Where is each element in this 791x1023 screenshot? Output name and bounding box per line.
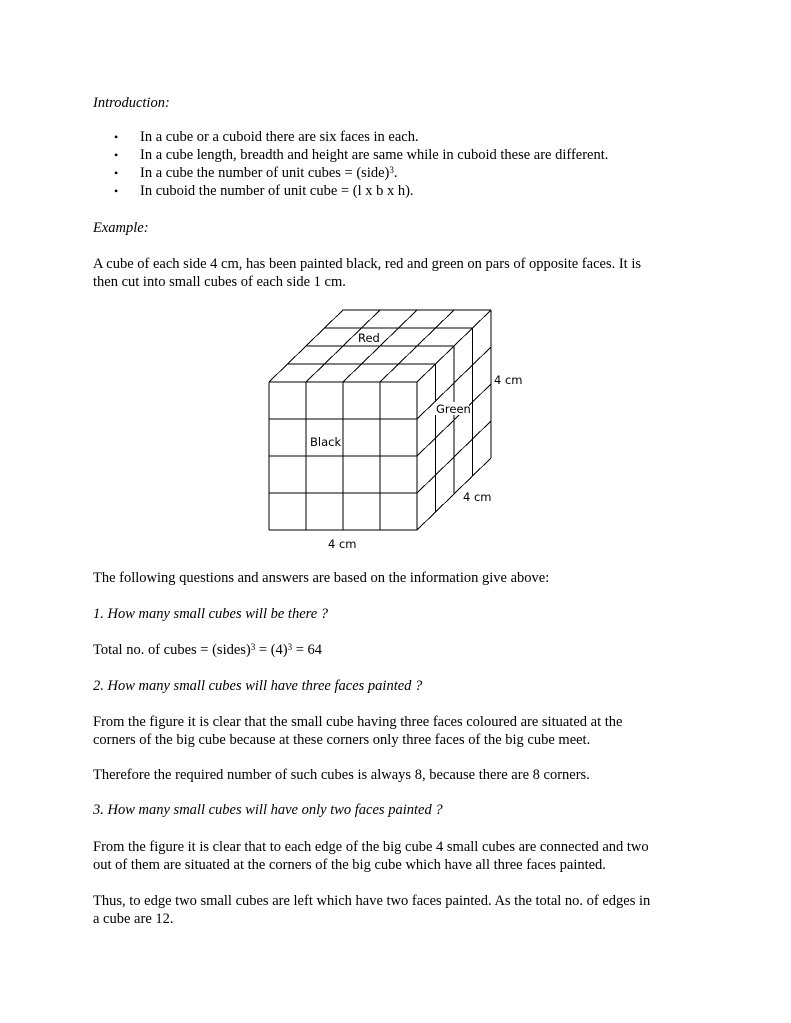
cube-figure xyxy=(264,305,534,555)
answer-2b: Therefore the required number of such cubes is always 8, because there are 8 corners. xyxy=(93,767,590,783)
answer-2-line: corners of the big cube because at these corners only three faces of the big cube meet. xyxy=(93,732,591,748)
list-item xyxy=(93,182,608,200)
bullet-text: In a cube length, breadth and height are same while in cuboid these are different. xyxy=(140,147,609,163)
width-dimension-label: 4 cm xyxy=(328,537,357,551)
superscript: 3 xyxy=(389,165,394,175)
answer-3b-line: Thus, to edge two small cubes are left which have two faces painted. As the total no. of edges in xyxy=(93,893,651,909)
answer-1-text: = (4) xyxy=(255,642,288,658)
bullet-text: In a cube or a cuboid there are six faces in each. xyxy=(140,129,419,145)
answer-3b-line: a cube are 12. xyxy=(93,911,174,927)
superscript: 3 xyxy=(287,642,293,652)
question-2: 2. How many small cubes will have three faces painted ? xyxy=(93,678,423,694)
example-heading: Example: xyxy=(93,220,149,236)
bullet-icon: • xyxy=(114,184,119,198)
bullet-text: In cuboid the number of unit cube = (l x b x h). xyxy=(140,183,414,199)
list-item xyxy=(93,128,608,146)
bullet-icon: • xyxy=(114,130,119,144)
qa-lead: The following questions and answers are based on the information give above: xyxy=(93,570,550,586)
answer-1 xyxy=(93,641,322,659)
green-face-label: Green xyxy=(436,402,471,416)
question-3: 3. How many small cubes will have only two faces painted ? xyxy=(93,802,443,818)
depth-dimension-label: 4 cm xyxy=(463,490,492,504)
bullet-text: In a cube the number of unit cubes = (side) xyxy=(140,165,390,181)
example-paragraph-line: then cut into small cubes of each side 1 cm. xyxy=(93,274,346,290)
introduction-heading: Introduction: xyxy=(93,95,170,111)
answer-1-text: Total no. of cubes = (sides) xyxy=(93,642,251,658)
answer-3-line: out of them are situated at the corners of the big cube which have all three faces painted. xyxy=(93,857,606,873)
question-1: 1. How many small cubes will be there ? xyxy=(93,606,329,622)
answer-1-text: = 64 xyxy=(292,642,323,658)
black-face-label: Black xyxy=(310,435,342,449)
red-face-label: Red xyxy=(358,331,380,345)
introduction-bullet-list xyxy=(93,128,608,200)
cube-diagram xyxy=(264,305,534,555)
bullet-text-end: . xyxy=(393,165,398,181)
superscript: 3 xyxy=(250,642,256,652)
answer-2-line: From the figure it is clear that the small cube having three faces coloured are situated at the xyxy=(93,714,623,730)
height-dimension-label: 4 cm xyxy=(494,373,523,387)
example-paragraph-line: A cube of each side 4 cm, has been painted black, red and green on pars of opposite faces. It is xyxy=(93,256,641,272)
list-item xyxy=(93,164,608,182)
answer-3-line: From the figure it is clear that to each edge of the big cube 4 small cubes are connected and two xyxy=(93,839,649,855)
list-item xyxy=(93,146,608,164)
bullet-icon: • xyxy=(114,166,119,180)
bullet-icon: • xyxy=(114,148,119,162)
